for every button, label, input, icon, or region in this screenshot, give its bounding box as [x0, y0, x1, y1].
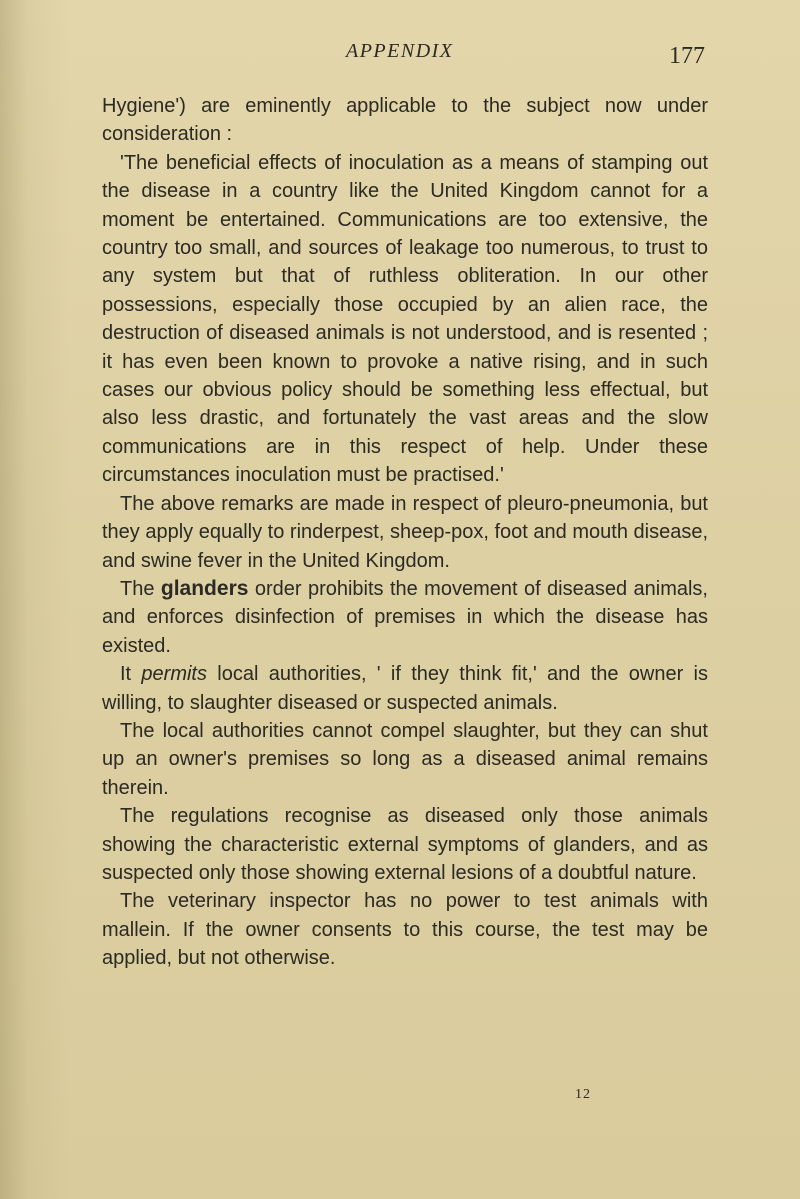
paragraph	[102, 575, 708, 660]
paragraph: Hygiene') are eminently applicable to the subject now under consideration :	[102, 95, 708, 146]
body-text	[102, 92, 708, 973]
quoted-paragraph: 'The beneficial effects of inoculation as a means of stamping out the disease in a country like the United Kingdom cannot for a moment be entertained. Communications are too extensive, the country too small, and sources of leakage too numerous, to trust to any system but that of ruthless obliteration. In our other possessions, especially those occupied by an alien race, the destruction of diseased animals is not understood, and is resented ; it has even been known to provoke a native rising, and in such cases our obvious policy should be something less effectual, but also less drastic, and fortunately the vast areas and the slow communications are in this respect of help. Under these circumstances inoculation must be practised.'	[102, 151, 708, 487]
text-span: It	[120, 663, 142, 686]
emphasized-word: glanders	[160, 576, 249, 600]
signature-mark: 12	[575, 1087, 591, 1102]
paragraph: The regulations recognise as diseased only those animals showing the characteristic external symptoms of glanders, and as suspected only those showing external lesions of a doubtful nature.	[102, 805, 708, 884]
italic-word: permits	[141, 663, 207, 686]
page-number: 177	[669, 43, 705, 69]
page-header	[0, 40, 800, 80]
text-span: The	[120, 577, 161, 600]
paragraph: The veterinary inspector has no power to test animals with mallein. If the owner consents to this course, the test may be applied, but not otherwise.	[102, 890, 708, 970]
text-span: order prohibits the movement of diseased animals, and enforces disinfection of premises in which the disease has existed.	[102, 577, 708, 657]
paragraph: The above remarks are made in respect of pleuro-pneumonia, but they apply equally to rinderpest, sheep-pox, foot and mouth disease, and swine fever in the United Kingdom.	[102, 492, 708, 572]
paragraph	[102, 660, 708, 717]
paragraph: The local authorities cannot compel slaughter, but they can shut up an owner's premises so long as a diseased animal remains therein.	[102, 719, 708, 799]
running-head: APPENDIX	[346, 40, 454, 62]
text-span: local authorities, ' if they think fit,' and the owner is willing, to slaughter diseased or suspected animals.	[102, 663, 708, 714]
